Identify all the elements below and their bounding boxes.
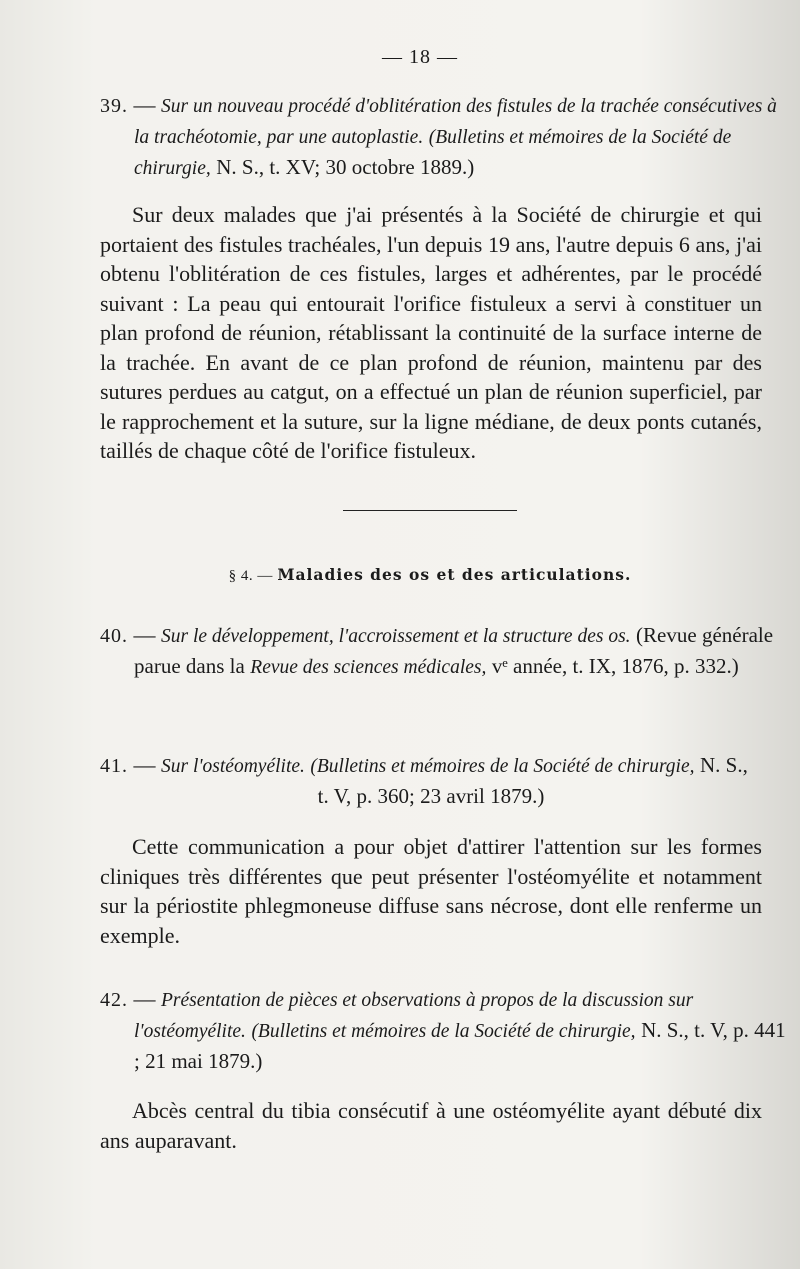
entry-dash: — [133, 622, 156, 647]
entry-details: vᵉ année, t. IX, 1876, p. 332.) [491, 654, 739, 678]
entry-details: N. S., t. V, p. 441 ; 21 mai 1879.) [134, 1018, 786, 1073]
entry-title: Sur l'ostéomyélite. [161, 756, 305, 777]
bibliography-entry-40 [100, 620, 796, 682]
entry-number: 41. [100, 755, 128, 777]
entry-details-line2: t. V, p. 360; 23 avril 1879.) [317, 784, 545, 808]
entry-39-summary: Sur deux malades que j'ai présentés à la Société de chirurgie et qui portaient des fistules trachéales, l'un depuis 19 ans, l'autre depuis 6 ans, j'ai obtenu l'oblitération de ces fistules, larges et adhérentes, par le procédé suivant : La peau qui entourait l'orifice fistuleux a servi à constituer un plan profond de réunion, rétablissant la continuité de la surface interne de la trachée. En avant de ce plan profond de réunion, maintenu par des sutures perdues au catgut, on a effectué un plan de réunion superficiel, par le rapprochement et la suture, sur la ligne médiane, de deux ponts cutanés, taillés de chaque côté de l'orifice fistuleux. [100, 202, 762, 463]
entry-title: Sur un nouveau procédé d'oblitération des fistules de la trachée consécutives à la trachéotomie, par une autoplastie. [134, 96, 777, 148]
section-label: § 4. — [228, 568, 273, 584]
entry-prefix: (Revue générale parue dans la [134, 623, 774, 678]
entry-dash: — [133, 92, 156, 117]
entry-41-summary: Cette communication a pour objet d'attirer l'attention sur les formes cliniques très différentes que peut présenter l'ostéomyélite et notamment sur la périostite phlegmoneuse diffuse sans nécrose, dont elle renferme un exemple. [100, 834, 762, 948]
section-divider [343, 510, 517, 511]
entry-source: (Bulletins et mémoires de la Société de chirurgie, [251, 1021, 636, 1042]
entry-title: Présentation de pièces et observations à propos de la discussion sur l'ostéomyélite. [134, 990, 694, 1042]
section-heading [0, 565, 800, 585]
bibliography-entry-41 [100, 750, 762, 811]
entry-dash: — [133, 752, 156, 777]
entry-source: Revue des sciences médicales, [250, 657, 487, 678]
page-number: — 18 — [382, 46, 458, 68]
entry-details-line1: N. S., [700, 753, 748, 777]
entry-source: (Bulletins et mémoires de la Société de chirurgie, [134, 127, 732, 179]
entry-dash: — [133, 986, 156, 1011]
entry-details: N. S., t. XV; 30 octobre 1889.) [216, 155, 475, 179]
bibliography-entry-42 [100, 984, 796, 1076]
entry-number: 42. [100, 989, 128, 1011]
entry-source: (Bulletins et mémoires de la Société de chirurgie, [310, 756, 695, 777]
bibliography-entry-39 [100, 90, 796, 183]
section-name: Maladies des os et des articulations. [277, 565, 632, 584]
entry-number: 40. [100, 625, 128, 647]
entry-title: Sur le développement, l'accroissement et la structure des os. [161, 626, 631, 647]
entry-number: 39. [100, 95, 128, 117]
entry-42-summary: Abcès central du tibia consécutif à une ostéomyélite ayant débuté dix ans auparavant. [100, 1098, 762, 1153]
